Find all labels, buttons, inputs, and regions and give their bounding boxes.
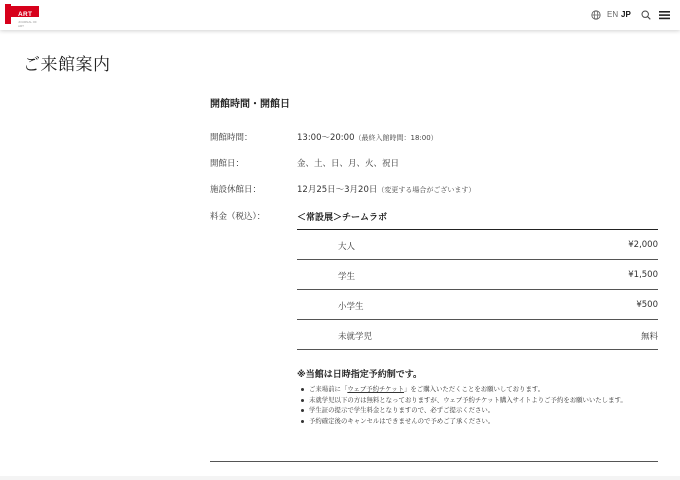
page-title: ご来館案内 <box>23 55 111 75</box>
closure-note: （変更する場合がございます） <box>377 186 476 194</box>
logo-subtext: JOURNAL OF ART <box>18 20 37 28</box>
note-item <box>300 405 670 416</box>
price-amount: ¥500 <box>636 300 658 310</box>
web-ticket-link[interactable]: ウェブ予約チケット <box>347 385 405 393</box>
hours-time: 13:00〜20:00 <box>297 133 355 143</box>
price-amount: ¥2,000 <box>628 240 658 250</box>
site-header <box>0 0 680 30</box>
hours-value <box>297 131 438 143</box>
bullet-icon <box>301 388 304 391</box>
price-row <box>297 230 658 260</box>
note-item <box>300 395 670 406</box>
note-text-before: ご来場前に「 <box>309 385 348 393</box>
hours-label: 開館時間： <box>210 133 253 143</box>
closure-value <box>297 183 475 195</box>
fee-label: 料金（税込）： <box>210 212 266 222</box>
note-text: 学生証の提示で学生料金となりますので、必ずご提示ください。 <box>309 406 495 414</box>
price-category: 学生 <box>338 272 356 282</box>
price-row <box>297 290 658 320</box>
globe-icon[interactable] <box>591 10 601 20</box>
site-logo[interactable] <box>5 4 39 28</box>
logo-text: ART <box>18 11 33 18</box>
lang-en-link[interactable]: EN <box>607 10 619 19</box>
section-heading: 開館時間・開館日 <box>210 99 290 110</box>
price-category: 未就学児 <box>338 332 373 342</box>
price-table <box>297 229 658 350</box>
open-days-label: 開館日： <box>210 159 245 169</box>
price-row <box>297 320 658 350</box>
price-amount: ¥1,500 <box>628 270 658 280</box>
notes-list <box>300 384 670 426</box>
menu-icon[interactable] <box>659 10 670 20</box>
lang-jp-link[interactable]: JP <box>621 10 631 19</box>
bullet-icon <box>301 420 304 423</box>
price-amount: 無料 <box>640 332 658 342</box>
note-item <box>300 384 670 395</box>
closure-dates: 12月25日〜3月20日 <box>297 185 378 195</box>
closure-label: 施設休館日： <box>210 185 262 195</box>
fee-subtitle: ＜常設展＞チームラボ <box>297 213 388 223</box>
open-days-value: 金、土、日、月、火、祝日 <box>297 159 400 169</box>
bullet-icon <box>301 409 304 412</box>
hours-note: （最終入館時間：18:00） <box>354 134 438 142</box>
price-category: 小学生 <box>338 302 364 312</box>
price-row <box>297 260 658 290</box>
bullet-icon <box>301 399 304 402</box>
note-text: 予約確定後のキャンセルはできませんので予めご了承ください。 <box>309 416 495 425</box>
section-divider <box>210 461 658 462</box>
note-text-after: 」をご購入いただくことをお願いしております。 <box>404 385 545 393</box>
notice-title: ※当館は日時指定予約制です。 <box>297 370 423 380</box>
bottom-strip <box>0 476 680 480</box>
note-text: 未就学児以下の方は無料となっておりますが、ウェブ予約チケット購入サイトよりご予約をお願いいたします。 <box>309 395 627 404</box>
search-icon[interactable] <box>641 10 651 20</box>
note-item <box>300 416 670 427</box>
price-category: 大人 <box>338 242 356 252</box>
